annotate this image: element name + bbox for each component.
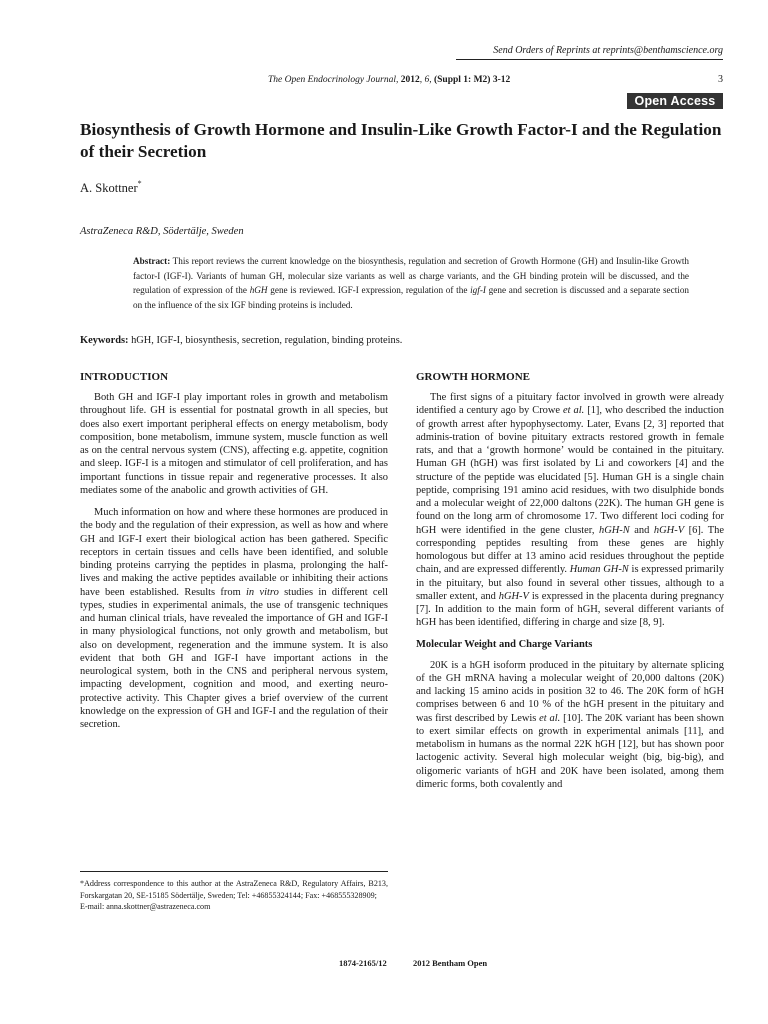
- right-column: [416, 370, 724, 800]
- abstract-label: Abstract:: [133, 256, 171, 266]
- paragraph: [416, 659, 724, 792]
- paragraph-italic: et al.: [539, 712, 561, 724]
- gene-name: hGH-V: [653, 524, 685, 536]
- paragraph-text: [6]. The corresponding peptides resulting from these genes are highly homologous but differ at 13 amino acid residues throughout the peptide chain, and are expressed differently.: [416, 524, 724, 576]
- left-column: [80, 370, 388, 740]
- section-heading-growth-hormone: GROWTH HORMONE: [416, 371, 530, 383]
- section-heading-introduction: INTRODUCTION: [80, 371, 169, 383]
- paragraph: [416, 391, 724, 630]
- abstract-gene-igf: igf-I: [470, 285, 486, 296]
- header-rule: [456, 59, 723, 60]
- paragraph: [80, 506, 388, 731]
- abstract-text: This report reviews the current knowledge on the biosynthesis, regulation and secretion of Growth Hormone (GH) and Insulin-like Growth factor-I (IGF-I). Variants of human GH, molecular size variants as well as charge variants, and the GH binding protein will be discussed, and the regulation of expression of the: [133, 256, 689, 296]
- journal-citation: The Open Endocrinology Journal, 2012, 6, (Suppl 1: M2) 3-12: [268, 75, 511, 85]
- paragraph-text: The first signs of a pituitary factor involved in growth were already identified a century ago by Crowe: [416, 392, 724, 417]
- paragraph-text: is expressed in the placenta during pregnancy [7]. In addition to the main form of hGH, several different variants of hGH has been identified, differing in charge and size [8, 9].: [416, 590, 724, 629]
- author-footnote-mark: *: [137, 179, 142, 188]
- footer-copyright: 2012 Bentham Open: [413, 958, 488, 968]
- paragraph-text: [10]. The 20K variant has been shown to exert similar effects on growth in experimental animals [11], and metabolism in humans as the normal 22K hGH [12], but has shown poor lactogenic activity. Several high molecular weight (big, big-big), and oligomeric variants of hGH and 20K have been isolated, among them dimeric forms, both covalently and: [416, 712, 724, 790]
- subsection-heading: Molecular Weight and Charge Variants: [416, 638, 593, 650]
- keywords-list: hGH, IGF-I, biosynthesis, secretion, regulation, binding proteins.: [128, 335, 403, 346]
- footnote-email: E-mail: anna.skottner@astrazeneca.com: [80, 902, 211, 912]
- author-line: [80, 176, 142, 196]
- journal-year: 2012: [400, 75, 420, 85]
- paragraph-italic: et al.: [563, 405, 585, 417]
- footnote-rule: [80, 871, 388, 872]
- abstract: [133, 254, 689, 312]
- keywords-label: Keywords:: [80, 335, 129, 346]
- paragraph-text: 20K is a hGH isoform produced in the pituitary by alternate splicing of the GH mRNA having a molecular weight of 20,000 daltons (20K) and lacking 15 amino acids in position 32 to 46. The 20K form of hGH comprises between 6 and 10 % of the hGH present in the pituitary and was first described by Lewis: [416, 659, 724, 724]
- journal-pages: 3-12: [492, 75, 511, 85]
- page-number: 3: [718, 74, 723, 85]
- paragraph: Both GH and IGF-I play important roles in growth and metabolism throughout life. GH is essential for postnatal growth in all species, but does also exert important peripheral effects on energy metabolism, body composition, bone metabolism, immune system, muscle function as well as on the central nervous system (CNS), affecting e.g. appetite, cognition and sleep. IGF-I is a mitogen and stimulator of cell proliferation, and has important functions in tissue repair and regenerative processes. It also mediates some of the anabolic and growth activities of GH.: [80, 392, 388, 496]
- paragraph-text: studies in different cell types, studies in experimental animals, the use of transgenic techniques and human clinical trials, have revealed the importance of GH and IGF-I in many physiological functions, not only growth and metabolism, but also on development, regeneration and the immune system. It is also evident that both GH and IGF-I have important actions in the neurological system, both in the CNS and peripheral nervous system, impacting development, cognition and mood, and exerting neuro-protective activity. This Chapter gives a brief overview of the current knowledge on the expression of GH and IGF-I and the regulation of their secretion.: [80, 586, 388, 730]
- footnote-mark: *: [80, 879, 85, 888]
- abstract-gene-hgh: hGH: [249, 285, 268, 296]
- abstract-text: gene is reviewed. IGF-I expression, regulation of the: [267, 285, 471, 296]
- paragraph-text: is expressed primarily in the pituitary, but also found in several other tissues, although to a smaller extent, and: [416, 564, 725, 602]
- footer-issn: 1874-2165/12: [339, 958, 387, 968]
- open-access-badge: Open Access: [627, 93, 723, 109]
- gene-name: hGH-N: [599, 524, 630, 536]
- reprints-notice: Send Orders of Reprints at reprints@benthamscience.org: [493, 45, 723, 56]
- keywords: [80, 334, 680, 348]
- paragraph-text: and: [629, 524, 654, 536]
- journal-volume: 6: [424, 75, 430, 85]
- gene-name: hGH-V: [498, 590, 529, 602]
- paragraph-text: [1], who described the induction of growth arrest after hypophysectomy. Later, Evans [2, 3] reported that adminis-tration of bovine pituitary extracts restored growth in female rats, and that a ‘growth hormone’ would be contained in the pituitary. Human GH (hGH) was first isolated by Li and coworkers [4] and the structure of the peptide was elucidated [5]. Human GH is a single chain peptide, comprising 191 amino acid residues, with two disulphide bonds and a molecular weight of 22,000 daltons (22K). The human GH gene is found on the long arm of chromosome 17. Two different loci coding for hGH were identified in the gene cluster,: [416, 405, 724, 536]
- paragraph-italic: in vitro: [246, 586, 279, 598]
- journal-supplement: (Suppl 1: M2): [433, 75, 491, 85]
- author-affiliation: AstraZeneca R&D, Södertälje, Sweden: [80, 226, 244, 237]
- article-title: Biosynthesis of Growth Hormone and Insulin-Like Growth Factor-I and the Regulation of their Secretion: [80, 120, 722, 161]
- author-name: A. Skottner: [80, 181, 138, 195]
- correspondence-footnote: [80, 878, 388, 913]
- footnote-text: Address correspondence to this author at the AstraZeneca R&D, Regulatory Affairs, B213, Forskargatan 20, SE-15185 Södertälje, Sweden; Tel: +46855324144; Fax: +468555328909;: [80, 879, 388, 900]
- paragraph-text: Much information on how and where these hormones are produced in the body and the regulation of their expression, as well as how and where GH and IGF-I exert their biological action has been gathered. Specific receptors in certain tissues and cells have been identified, and soluble binding proteins carrying the peptides in plasma, prolonging the half-lives and making the active peptides available or inhibiting their actions have been established. Results from: [80, 507, 388, 598]
- gene-name: Human GH-N: [569, 564, 629, 576]
- journal-name: The Open Endocrinology Journal: [268, 75, 396, 85]
- abstract-text: gene and secretion is discussed and a separate section on the influence of the six IGF binding proteins is included.: [133, 285, 690, 310]
